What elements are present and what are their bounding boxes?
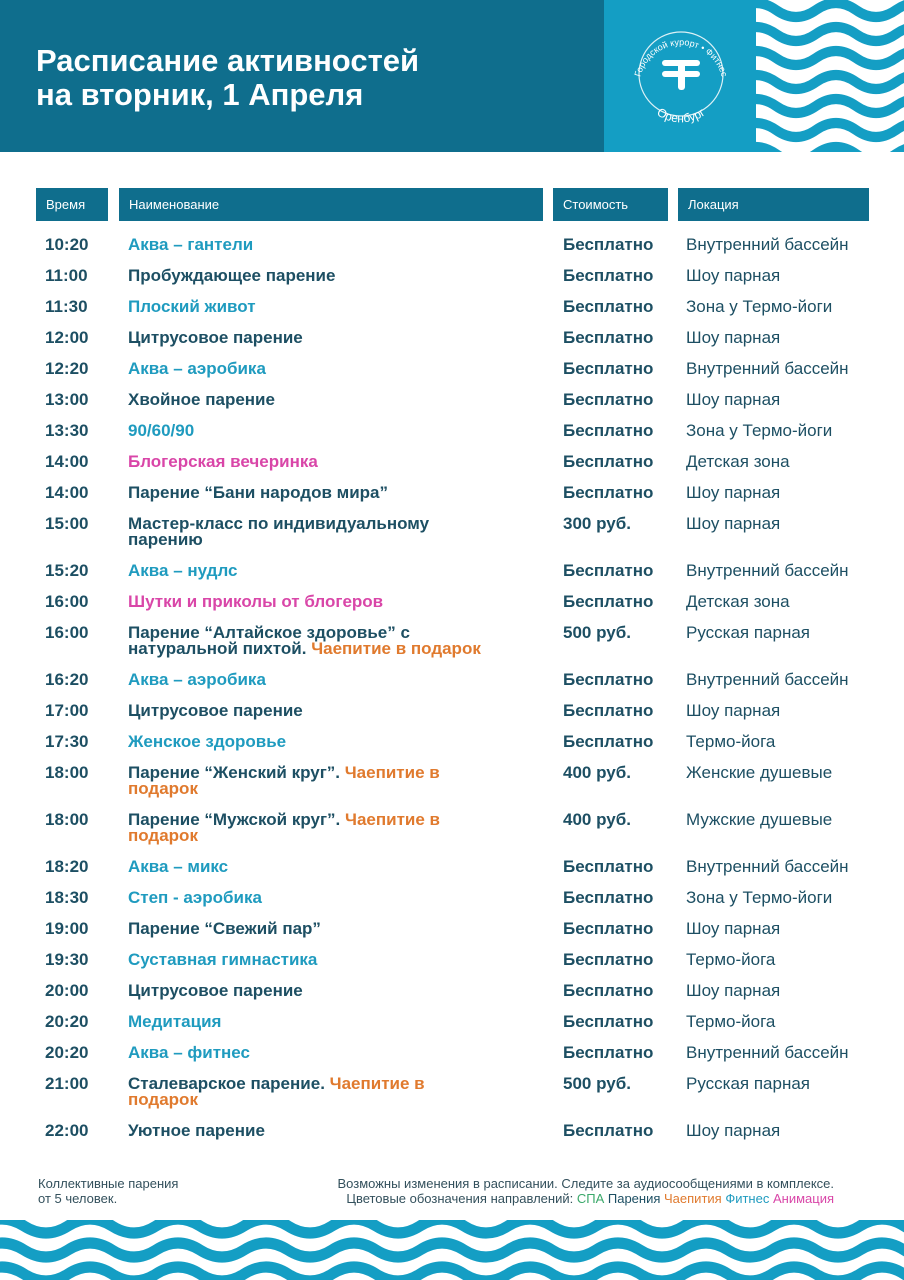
- tea-gift-label: подарок: [128, 1090, 198, 1109]
- table-row: [0, 945, 904, 976]
- row-time: 16:20: [45, 670, 89, 689]
- header-wave-pattern: [756, 0, 904, 152]
- column-header-price: Стоимость: [553, 188, 668, 221]
- row-price: Бесплатно: [563, 1012, 654, 1031]
- row-price: Бесплатно: [563, 857, 654, 876]
- row-price: Бесплатно: [563, 483, 654, 502]
- row-activity-name: [128, 812, 548, 844]
- row-price: 500 руб.: [563, 1074, 631, 1093]
- row-location: Шоу парная: [686, 390, 781, 409]
- activity-name-line: натуральной пихтой.: [128, 639, 312, 658]
- row-time: 14:00: [45, 483, 89, 502]
- row-location: Внутренний бассейн: [686, 1043, 849, 1062]
- row-price: Бесплатно: [563, 732, 654, 751]
- row-location: Внутренний бассейн: [686, 359, 849, 378]
- row-price: Бесплатно: [563, 561, 654, 580]
- row-time: 22:00: [45, 1121, 89, 1140]
- table-row: [0, 618, 904, 665]
- table-row: [0, 323, 904, 354]
- activity-name-line: Парение “Мужской круг”.: [128, 810, 346, 829]
- table-row: [0, 1007, 904, 1038]
- row-activity-name: Хвойное парение: [128, 390, 275, 409]
- row-time: 20:20: [45, 1012, 89, 1031]
- footer-wave-pattern: [0, 1220, 904, 1280]
- row-time: 16:00: [45, 623, 89, 642]
- row-time: 15:00: [45, 514, 89, 533]
- row-location: Зона у Термо-йоги: [686, 297, 833, 316]
- row-location: Зона у Термо-йоги: [686, 888, 833, 907]
- row-activity-name: Аква – аэробика: [128, 359, 266, 378]
- row-activity-name: Аква – фитнес: [128, 1043, 250, 1062]
- table-row: [0, 447, 904, 478]
- legend-item: СПА: [576, 1191, 605, 1206]
- row-time: 17:00: [45, 701, 89, 720]
- row-price: Бесплатно: [563, 390, 654, 409]
- row-activity-name: Парение “Свежий пар”: [128, 919, 321, 938]
- row-activity-name: [128, 625, 548, 657]
- table-row: [0, 852, 904, 883]
- row-activity-name: Аква – нудлс: [128, 561, 238, 580]
- row-price: Бесплатно: [563, 235, 654, 254]
- activity-name-line: Парение “Алтайское здоровье” с: [128, 623, 410, 642]
- row-price: Бесплатно: [563, 421, 654, 440]
- row-location: Русская парная: [686, 623, 811, 642]
- row-time: 18:20: [45, 857, 89, 876]
- row-price: Бесплатно: [563, 888, 654, 907]
- table-row: [0, 914, 904, 945]
- row-time: 12:00: [45, 328, 89, 347]
- row-activity-name: Аква – аэробика: [128, 670, 266, 689]
- row-price: 400 руб.: [563, 763, 631, 782]
- row-location: Шоу парная: [686, 514, 781, 533]
- tea-gift-label: Чаепитие в: [345, 810, 440, 829]
- schedule-table: [0, 230, 904, 1147]
- row-location: Шоу парная: [686, 1121, 781, 1140]
- column-header-name: Наименование: [119, 188, 543, 221]
- row-activity-name: Шутки и приколы от блогеров: [128, 592, 384, 611]
- row-location: Внутренний бассейн: [686, 857, 849, 876]
- table-row: [0, 292, 904, 323]
- page-title-line1: Расписание активностей: [36, 43, 420, 78]
- table-row: [0, 509, 904, 556]
- row-location: Термо-йога: [686, 950, 776, 969]
- row-time: 17:30: [45, 732, 89, 751]
- row-time: 13:00: [45, 390, 89, 409]
- row-activity-name: Плоский живот: [128, 297, 256, 316]
- row-price: Бесплатно: [563, 1043, 654, 1062]
- logo-ring-top-text: Городской курорт • Фитнес: [632, 37, 730, 78]
- row-time: 20:20: [45, 1043, 89, 1062]
- row-price: Бесплатно: [563, 950, 654, 969]
- row-price: Бесплатно: [563, 266, 654, 285]
- table-row: [0, 478, 904, 509]
- wave-pattern-icon: [0, 1220, 904, 1280]
- table-row: [0, 1116, 904, 1147]
- table-row: [0, 354, 904, 385]
- row-location: Женские душевые: [686, 763, 833, 782]
- row-activity-name: Аква – микс: [128, 857, 229, 876]
- table-row: [0, 261, 904, 292]
- row-location: Шоу парная: [686, 919, 781, 938]
- table-row: [0, 805, 904, 852]
- row-time: 14:00: [45, 452, 89, 471]
- table-row: [0, 1069, 904, 1116]
- row-price: Бесплатно: [563, 328, 654, 347]
- legend-item: Парения: [607, 1191, 661, 1206]
- row-location: Термо-йога: [686, 732, 776, 751]
- legend-item: Фитнес: [725, 1191, 770, 1206]
- row-price: 500 руб.: [563, 623, 631, 642]
- row-activity-name: Суставная гимнастика: [128, 950, 318, 969]
- tea-gift-label: Чаепитие в: [329, 1074, 425, 1093]
- row-time: 18:30: [45, 888, 89, 907]
- table-row: [0, 556, 904, 587]
- row-location: Шоу парная: [686, 328, 781, 347]
- row-price: Бесплатно: [563, 701, 654, 720]
- row-time: 15:20: [45, 561, 89, 580]
- note-line1: Коллективные парения: [38, 1176, 179, 1191]
- row-time: 21:00: [45, 1074, 89, 1093]
- activity-name-line: Сталеварское парение.: [128, 1074, 330, 1093]
- svg-text:Оренбург: [655, 105, 708, 126]
- row-price: Бесплатно: [563, 452, 654, 471]
- row-activity-name: Цитрусовое парение: [128, 981, 303, 1000]
- row-location: Русская парная: [686, 1074, 811, 1093]
- column-header-time: Время: [36, 188, 108, 221]
- row-price: Бесплатно: [563, 919, 654, 938]
- logo-emblem-icon: [604, 0, 756, 152]
- legend-prefix: Цветовые обозначения направлений:: [346, 1191, 574, 1206]
- row-activity-name: Цитрусовое парение: [128, 701, 303, 720]
- page-title: [36, 44, 419, 112]
- row-location: Шоу парная: [686, 483, 781, 502]
- row-activity-name: Цитрусовое парение: [128, 328, 303, 347]
- disclaimer-text: Возможны изменения в расписании. Следите за аудиосообщениями в комплексе.: [337, 1176, 834, 1191]
- row-price: Бесплатно: [563, 670, 654, 689]
- table-row: [0, 230, 904, 261]
- row-activity-name: [128, 1076, 548, 1108]
- row-activity-name: Блогерская вечеринка: [128, 452, 318, 471]
- page-title-line2: на вторник, 1 Апреля: [36, 77, 364, 112]
- logo-ring-bottom-text: Оренбург: [654, 104, 708, 126]
- header-band: [0, 0, 604, 152]
- row-time: 18:00: [45, 810, 89, 829]
- row-location: Мужские душевые: [686, 810, 833, 829]
- row-time: 13:30: [45, 421, 89, 440]
- column-header-location: Локация: [678, 188, 869, 221]
- row-price: Бесплатно: [563, 1121, 654, 1140]
- row-activity-name: Медитация: [128, 1012, 222, 1031]
- row-activity-name: Уютное парение: [128, 1121, 265, 1140]
- tea-gift-label: Чаепитие в подарок: [311, 639, 481, 658]
- activity-name-line: Парение “Женский круг”.: [128, 763, 345, 782]
- tea-gift-label: Чаепитие в: [344, 763, 440, 782]
- row-time: 19:00: [45, 919, 89, 938]
- row-activity-name: 90/60/90: [128, 421, 195, 440]
- tea-gift-label: подарок: [128, 826, 198, 845]
- activity-name-line: Мастер-класс по индивидуальному: [128, 514, 430, 533]
- row-location: Детская зона: [686, 452, 790, 471]
- table-row: [0, 587, 904, 618]
- wave-pattern-icon: [756, 0, 904, 152]
- note-line2: от 5 человек.: [38, 1191, 118, 1206]
- row-location: Термо-йога: [686, 1012, 776, 1031]
- logo: [604, 0, 756, 152]
- row-activity-name: Парение “Бани народов мира”: [128, 483, 389, 502]
- footer-disclaimer: [337, 1176, 834, 1206]
- row-price: Бесплатно: [563, 297, 654, 316]
- row-time: 20:00: [45, 981, 89, 1000]
- table-row: [0, 416, 904, 447]
- row-time: 18:00: [45, 763, 89, 782]
- activity-name-line: парению: [128, 530, 203, 549]
- row-time: 16:00: [45, 592, 89, 611]
- row-time: 12:20: [45, 359, 89, 378]
- table-row: [0, 665, 904, 696]
- row-activity-name: Аква – гантели: [128, 235, 254, 254]
- table-row: [0, 883, 904, 914]
- row-price: Бесплатно: [563, 981, 654, 1000]
- row-time: 10:20: [45, 235, 89, 254]
- color-legend: [337, 1191, 834, 1206]
- row-time: 11:00: [45, 266, 88, 285]
- table-row: [0, 696, 904, 727]
- row-location: Внутренний бассейн: [686, 670, 849, 689]
- row-price: Бесплатно: [563, 592, 654, 611]
- header: [0, 0, 904, 152]
- row-activity-name: Пробуждающее парение: [128, 266, 336, 285]
- table-row: [0, 976, 904, 1007]
- legend-item: Чаепития: [664, 1191, 722, 1206]
- tea-gift-label: подарок: [128, 779, 198, 798]
- row-location: Внутренний бассейн: [686, 235, 849, 254]
- collective-steam-note: [38, 1176, 178, 1206]
- table-row: [0, 385, 904, 416]
- table-row: [0, 758, 904, 805]
- row-location: Шоу парная: [686, 701, 781, 720]
- row-location: Детская зона: [686, 592, 790, 611]
- row-activity-name: [128, 516, 548, 548]
- table-row: [0, 1038, 904, 1069]
- row-location: Зона у Термо-йоги: [686, 421, 833, 440]
- row-time: 11:30: [45, 297, 88, 316]
- row-activity-name: Степ - аэробика: [128, 888, 262, 907]
- row-price: 300 руб.: [563, 514, 631, 533]
- row-location: Шоу парная: [686, 981, 781, 1000]
- row-activity-name: Женское здоровье: [128, 732, 287, 751]
- row-location: Шоу парная: [686, 266, 781, 285]
- row-activity-name: [128, 765, 548, 797]
- legend-item: Анимация: [772, 1191, 834, 1206]
- row-price: 400 руб.: [563, 810, 631, 829]
- table-row: [0, 727, 904, 758]
- row-location: Внутренний бассейн: [686, 561, 849, 580]
- row-time: 19:30: [45, 950, 89, 969]
- row-price: Бесплатно: [563, 359, 654, 378]
